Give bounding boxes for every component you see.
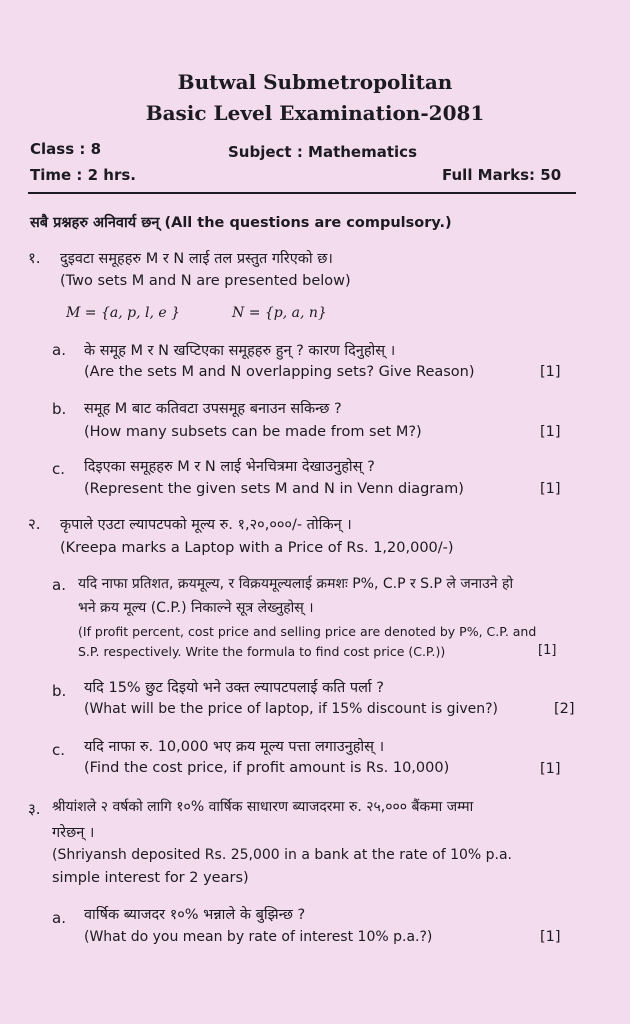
q3-number: ३. <box>28 800 41 818</box>
subject-label: Subject : Mathematics <box>228 143 417 161</box>
q3-nepali-1: श्रीयांशले २ वर्षको लागि १०% वार्षिक साधारण ब्याजदरमा रु. २५,००० बैंकमा जम्मा <box>52 799 474 815</box>
q3a-nepali: वार्षिक ब्याजदर १०% भन्नाले के बुझिन्छ ? <box>84 907 306 923</box>
q2b-marks: [2] <box>554 701 575 717</box>
q1b-english: (How many subsets can be made from set M?) <box>84 424 422 440</box>
q2-english: (Kreepa marks a Laptop with a Price of Rs. 1,20,000/-) <box>60 540 454 556</box>
q3a-english: (What do you mean by rate of interest 10% p.a.?) <box>84 929 433 945</box>
q3a-marks: [1] <box>540 929 561 945</box>
set-m: M = {a, p, l, e } <box>66 305 181 321</box>
q2c-english: (Find the cost price, if profit amount is Rs. 10,000) <box>84 760 450 776</box>
q1-nepali: दुइवटा समूहहरु M र N लाई तल प्रस्तुत गरिएको छ। <box>60 251 333 267</box>
q1a-english: (Are the sets M and N overlapping sets? Give Reason) <box>84 364 475 380</box>
q2a-marks: [1] <box>538 643 557 658</box>
q1c-nepali: दिइएका समूहहरु M र N लाई भेनचित्रमा देखाउनुहोस् ? <box>84 459 375 475</box>
school-title: Butwal Submetropolitan <box>177 70 453 94</box>
exam-title: Basic Level Examination-2081 <box>145 101 485 125</box>
q2a-nepali-2: भने क्रय मूल्य (C.P.) निकाल्ने सूत्र लेख्नुहोस् । <box>78 600 314 616</box>
q2b-english: (What will be the price of laptop, if 15% discount is given?) <box>84 701 499 717</box>
class-label: Class : 8 <box>30 140 102 158</box>
q1a-marks: [1] <box>540 364 561 380</box>
q3-english-2: simple interest for 2 years) <box>52 870 249 886</box>
q2a-nepali-1: यदि नाफा प्रतिशत, क्रयमूल्य, र विक्रयमूल्यलाई क्रमशः P%, C.P र S.P ले जनाउने हो <box>78 576 514 592</box>
instruction: सबै प्रश्नहरु अनिवार्य छन् (All the questions are compulsory.) <box>30 215 452 231</box>
q1b-marks: [1] <box>540 424 561 440</box>
q1b-label: b. <box>52 400 67 418</box>
q1b-nepali: समूह M बाट कतिवटा उपसमूह बनाउन सकिन्छ ? <box>84 401 342 417</box>
q3-english-1: (Shriyansh deposited Rs. 25,000 in a bank at the rate of 10% p.a. <box>52 847 513 863</box>
q1-number: १. <box>28 249 41 267</box>
q2c-marks: [1] <box>540 761 561 777</box>
q1c-label: c. <box>52 460 66 478</box>
q1-english: (Two sets M and N are presented below) <box>60 273 351 289</box>
q2a-label: a. <box>52 576 66 594</box>
q3a-label: a. <box>52 909 66 927</box>
full-marks-label: Full Marks: 50 <box>442 166 562 184</box>
q2-number: २. <box>28 515 41 533</box>
q2c-nepali: यदि नाफा रु. 10,000 भए क्रय मूल्य पत्ता लगाउनुहोस् । <box>84 739 385 755</box>
header-divider <box>28 192 576 194</box>
q2c-label: c. <box>52 741 66 759</box>
q3-nepali-2: गरेछन् । <box>52 825 95 841</box>
set-n: N = {p, a, n} <box>232 305 327 321</box>
q2b-label: b. <box>52 682 67 700</box>
q2a-english-2: S.P. respectively. Write the formula to find cost price (C.P.)) <box>78 644 446 659</box>
q1c-marks: [1] <box>540 481 561 497</box>
q2b-nepali: यदि 15% छुट दिइयो भने उक्त ल्यापटपलाई कति पर्ला ? <box>84 680 384 696</box>
q2a-english-1: (If profit percent, cost price and selling price are denoted by P%, C.P. and <box>78 624 537 639</box>
q1a-label: a. <box>52 341 66 359</box>
time-label: Time : 2 hrs. <box>30 166 136 184</box>
q1c-english: (Represent the given sets M and N in Venn diagram) <box>84 481 464 497</box>
q2-nepali: कृपाले एउटा ल्यापटपको मूल्य रु. १,२०,०००/- तोकिन् । <box>60 517 352 533</box>
q1a-nepali: के समूह M र N खप्टिएका समूहहरु हुन् ? कारण दिनुहोस् । <box>84 343 396 359</box>
